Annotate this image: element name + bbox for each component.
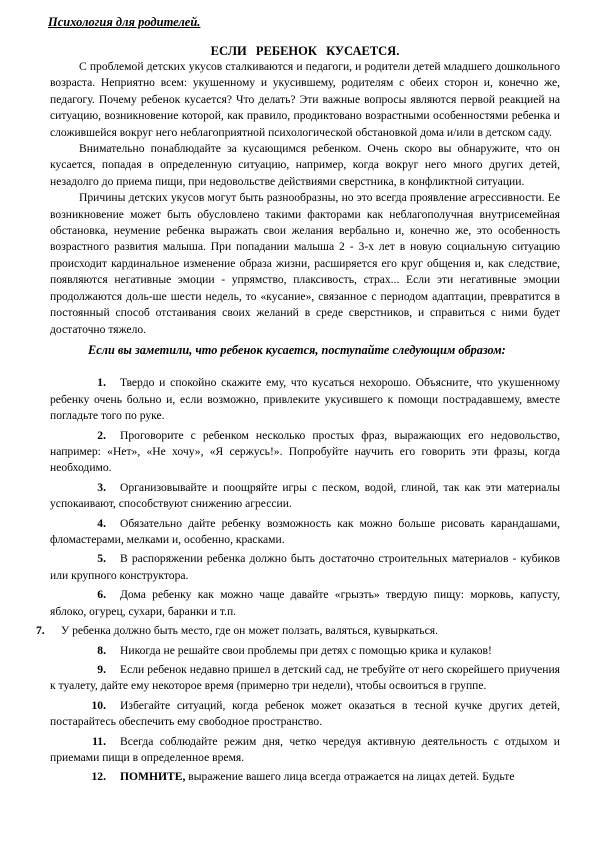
item-number: 8. — [97, 643, 106, 657]
item-number: 3. — [97, 480, 106, 494]
list-item — [50, 587, 560, 620]
item-number: 5. — [97, 552, 106, 566]
section-header: Психология для родителей. — [48, 15, 201, 29]
list-item — [50, 769, 560, 785]
item-number: 9. — [97, 662, 106, 676]
document-page — [36, 14, 560, 789]
item-text: Твердо и спокойно скажите ему, что кусаться нехорошо. Объясните, что укушенному ребенку очень больно и, если возможно, привлеките укусившего к помощи пострадавшему, вместе погладьте того по руке. — [50, 376, 560, 423]
list-item — [50, 698, 560, 731]
item-text: В распоряжении ребенка должно быть достаточно строительных материалов - кубиков или крупного конструктора. — [50, 552, 560, 582]
item-text: Избегайте ситуаций, когда ребенок может оказаться в тесной кучке других детей, постарайтесь обеспечить ему свободное пространство. — [50, 698, 560, 729]
item-number: 2. — [97, 428, 106, 442]
item-strong-text: ПОМНИТЕ, — [120, 770, 186, 784]
item-text: Организовывайте и поощряйте игры с песком, водой, глиной, так как эти материалы успокаивают, способствуют снижению агрессии. — [50, 480, 560, 511]
list-item — [50, 375, 560, 424]
item-text: Проговорите с ребенком несколько простых фраз, выражающих его недовольство, например: «Нет», «Не хочу», «Я сержусь!». Попробуйте научить его говорить эти фразы, когда необходимо. — [50, 428, 560, 475]
item-number: 1. — [97, 376, 106, 390]
item-number: 10. — [91, 698, 106, 712]
item-number: 11. — [92, 734, 106, 748]
list-item — [36, 623, 560, 639]
paragraph-observe: Внимательно понаблюдайте за кусающимся ребенком. Очень скоро вы обнаружите, что он кусается, попадая в определенную ситуацию, например, когда вокруг него много других детей, незадолго до приема пищи, при недовольстве действиями сверстника, в конфликтной ситуации. — [50, 142, 560, 188]
item-text: Если ребенок недавно пришел в детский сад, не требуйте от него скорейшего приучения к туалету, дайте ему некоторое время (примерно три недели), чтобы освоиться в группе. — [50, 662, 560, 693]
item-number: 6. — [97, 588, 106, 602]
list-item — [50, 643, 560, 659]
paragraph-causes: Причины детских укусов могут быть разнообразны, но это всегда проявление агрессивности. Ее возникновение может быть обусловлено такими факторами как неблагополучная внутрисемейная обстановка, неумение ребенка выражать свои желания вербально и, конечно же, это особенность возрастного развития малыша. При попадании малыша 2 - 3-х лет в новую социальную ситуацию происходит кардинальное изменение образа жизни, расширяется его круг общения и, как следствие, появляются негативные эмоции - упрямство, плаксивость, страх... Если эти негативные эмоции продолжаются доль-ше шести недель, то «кусание», связанное с периодом адаптации, превратится в постоянный способ отстаивания своих желаний в среде сверстников, и справиться с ними будет достаточно тяжело. — [50, 191, 560, 336]
item-text: Дома ребенку как можно чаще давайте «грызть» твердую пищу: морковь, капусту, яблоко, огурец, сухари, баранки и т.п. — [50, 588, 560, 618]
item-number: 4. — [97, 516, 106, 530]
paragraph-intro: С проблемой детских укусов сталкиваются и педагоги, и родители детей младшего дошкольного возраста. Неприятно всем: укушенному и укусившему, родителям с обеих сторон и, конечно же, педагогу. Почему ребенок кусается? Что делать? Эти важные вопросы являются первой реакцией на ситуацию, возникновение которой, как правило, продиктовано возрастными особенностями ребенка и сложившейся вокруг него неблагоприятной психологической обстановкой дома и/или в детском саду. — [50, 60, 560, 139]
item-text: Обязательно дайте ребенку возможность как можно больше рисовать карандашами, фломастерами, мелками и, особенно, красками. — [50, 516, 560, 547]
list-item — [50, 516, 560, 549]
item-number: 7. — [36, 624, 45, 638]
emphasis-heading: Если вы заметили, что ребенок кусается, поступайте следующим образом: — [88, 342, 506, 357]
list-item — [50, 734, 560, 767]
item-text: Всегда соблюдайте режим дня, четко чередуя активную деятельность с отдыхом и приемами пищи в определенное время. — [50, 734, 560, 764]
list-item — [50, 551, 560, 584]
advice-list — [36, 375, 560, 785]
item-text: выражение вашего лица всегда отражается на лицах детей. Будьте — [185, 770, 515, 784]
page-title: ЕСЛИ РЕБЕНОК КУСАЕТСЯ. — [210, 44, 400, 58]
list-item — [50, 662, 560, 695]
list-item — [50, 428, 560, 477]
item-text: Никогда не решайте свои проблемы при детях с помощью крика и кулаков! — [120, 643, 492, 657]
list-item — [50, 480, 560, 513]
item-text: У ребенка должно быть место, где он может ползать, валяться, кувыркаться. — [61, 624, 438, 638]
item-number: 12. — [91, 770, 106, 784]
